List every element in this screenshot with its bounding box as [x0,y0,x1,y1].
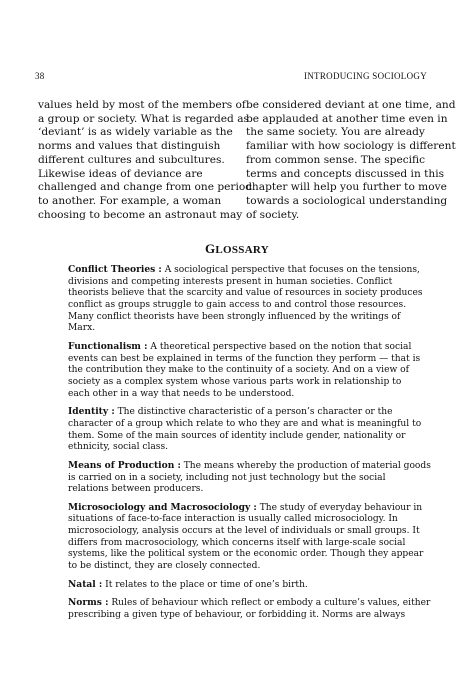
glossary-entry-functionalism [68,341,428,400]
body-line: norms and values that distinguish [38,140,221,153]
glossary-line: events can best be explained in terms of the function they perform — that is [68,353,421,364]
glossary-line: to be distinct, they are closely connected. [68,561,261,572]
glossary-line [68,406,428,419]
glossary-line: them. Some of the main sources of identity include gender, nationality or [68,430,406,441]
glossary-definition: A sociological perspective that focuses on the tensions, [161,265,420,275]
body-line: be considered deviant at one time, and [246,99,456,111]
body-line: from common sense. The specific [246,153,426,166]
running-head: INTRODUCING SOCIOLOGY [303,71,427,81]
glossary-line [68,579,428,592]
glossary-line: differs from macrosociology, which concerns itself with large-scale social [68,537,406,548]
glossary-definition: Rules of behaviour which reflect or embody a culture’s values, either [108,598,431,609]
body-line: values held by most of the members of [38,99,246,111]
body-line: challenged and change from one period [38,181,253,194]
body-line: terms and concepts discussed in this [246,167,445,180]
glossary-line [68,341,428,354]
glossary-line [68,502,428,515]
glossary-line [68,459,431,473]
body-text-right-column [246,99,456,222]
glossary-definition: A theoretical perspective based on the notion that social [147,341,412,352]
body-line: be applauded at another time even in [246,112,448,125]
glossary-entry-identity [68,406,428,454]
glossary-line: character of a group which relate to who they are and what is meaningful to [68,418,422,429]
glossary-line: conflict as groups struggle to gain access to and control those resources. [68,299,407,310]
glossary-line: the contribution they make to the continuity of a society. And on a view of [68,365,409,376]
glossary-entry-conflict-theories [68,264,428,335]
glossary-entry-natal [68,579,428,592]
glossary-term: Means of Production : [68,459,181,471]
glossary-line: relations between producers. [68,484,204,495]
glossary-line: each other in a way that needs to be understood. [68,388,295,399]
glossary-term: Conflict Theories : [68,264,162,275]
glossary-line: theorists believe that the scarcity and value of resources in society produces [68,288,423,299]
body-line: a group or society. What is regarded as [38,112,249,125]
page-number: 38 [35,71,45,81]
glossary-definition: It relates to the place or time of one’s birth. [102,579,308,590]
body-line: the same society. You are already [246,126,425,139]
glossary-line: situations of face-to-face interaction is usually called microsociology. In [68,514,398,525]
glossary-line: divisions and competing interests present in human societies. Conflict [68,276,393,287]
glossary-heading-rest: LOSSARY [215,244,270,256]
body-line: to another. For example, a woman [38,194,222,207]
body-line: ‘deviant’ is as widely variable as the [38,126,233,139]
body-text-left-column [38,99,253,222]
body-line: of society. [246,208,300,221]
glossary-line: is carried on in a society, including not just technology but the social [68,472,386,483]
glossary-heading [0,241,474,257]
glossary-list [68,264,431,628]
glossary-entry-means-of-production [68,459,431,496]
glossary-definition: The study of everyday behaviour in [256,502,423,513]
glossary-line: Marx. [68,323,96,334]
body-line: towards a sociological understanding [246,194,448,207]
glossary-line: Many conflict theorists have been strongly influenced by the writings of [68,311,401,322]
body-line: choosing to become an astronaut may [38,208,243,221]
glossary-line: ethnicity, social class. [68,442,169,453]
body-line: familiar with how sociology is different [246,140,456,153]
glossary-line [68,264,428,277]
glossary-entry-norms [68,597,431,621]
glossary-term: Natal : [68,578,103,590]
glossary-term: Microsociology and Macrosociology : [68,501,257,513]
glossary-term: Norms : [68,597,109,609]
glossary-definition: The means whereby the production of material goods [180,460,431,471]
glossary-line: society as a complex system whose various parts work in relationship to [68,376,402,387]
body-line: different cultures and subcultures. [38,153,225,166]
glossary-line [68,597,431,610]
glossary-line: microsociology, analysis occurs at the level of individuals or small groups. It [68,526,420,537]
glossary-term: Identity : [68,406,115,418]
glossary-line: systems, like the political system or the economic order. Though they appear [68,549,424,560]
body-line: chapter will help you further to move [246,181,447,194]
glossary-definition: The distinctive characteristic of a person’s character or the [114,407,393,418]
body-line: Likewise ideas of deviance are [38,167,203,180]
glossary-line: prescribing a given type of behaviour, or forbidding it. Norms are always [68,610,406,621]
glossary-entry-microsociology [68,502,428,573]
glossary-term: Functionalism : [68,340,148,352]
glossary-heading-initial: G [204,241,216,256]
page-header [35,71,427,85]
